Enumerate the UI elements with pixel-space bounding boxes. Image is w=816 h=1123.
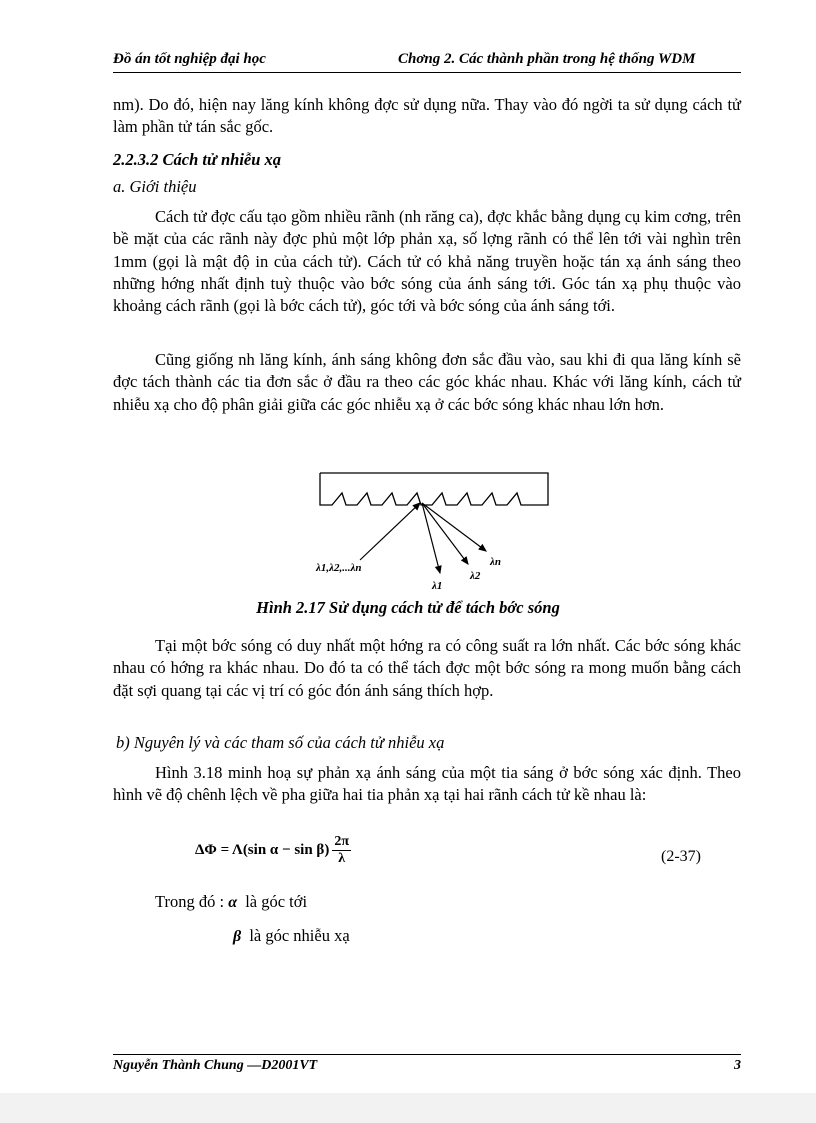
label-input-wavelengths: λ1,λ2,...λn <box>316 562 362 574</box>
beta-description: là góc nhiễu xạ <box>249 926 350 945</box>
subheading-principle: b) Nguyên lý và các tham số của cách tử nhiễu xạ <box>116 733 445 752</box>
where-label: Trong đó : <box>155 892 225 911</box>
formula-denominator: λ <box>338 851 346 866</box>
paragraph-grating-structure: Cách tử đợc cấu tạo gồm nhiều rãnh (nh răng ca), đợc khắc bằng dụng cụ kim cơng, trên bề mặt của các rãnh này đợc phủ một lớp phản xạ, số lợng rãnh có thể lên tới vài nghìn trên 1mm (gọi là mật độ in của cách tử). Cách tử có khả năng truyền hoặc tán xạ ánh sáng theo những hớng nhất định tuỳ thuộc vào bớc sóng của ánh sáng tới. Góc tán xạ phụ thuộc vào khoảng cách rãnh (gọi là bớc cách tử), góc tới và bớc sóng của ánh sáng tới. <box>113 207 741 316</box>
diffracted-ray-n <box>422 503 486 551</box>
header-document-title: Đồ án tốt nghiệp đại học <box>113 51 266 67</box>
alpha-description: là góc tới <box>245 892 308 911</box>
figure-grating-diagram <box>300 465 560 595</box>
footer-author: Nguyễn Thành Chung —D2001VT <box>113 1058 318 1073</box>
paragraph-wavelength-separation: Tại một bớc sóng có duy nhất một hớng ra có công suất ra lớn nhất. Các bớc sóng khác nhau có hớng ra khác nhau. Do đó ta có thể tách đợc một bớc sóng ra mong muốn bằng cách đặt sợi quang tại các vị trí có góc đón ánh sáng thích hợp. <box>113 636 741 700</box>
paragraph-phase-difference: Hình 3.18 minh hoạ sự phản xạ ánh sáng của một tia sáng ở bớc sóng xác định. Theo hình vẽ độ chênh lệch về pha giữa hai tia phản xạ tại hai rãnh cách tử kề nhau là: <box>113 763 741 805</box>
grating-teeth <box>320 473 535 505</box>
paragraph-intro: nm). Do đó, hiện nay lăng kính không đợc sử dụng nữa. Thay vào đó ngời ta sử dụng cách tử làm phần tử tán sắc gốc. <box>113 95 741 137</box>
alpha-symbol: α <box>228 894 238 911</box>
header-divider <box>113 72 741 73</box>
where-beta-line <box>233 926 350 946</box>
paragraph-grating-comparison: Cũng giống nh lăng kính, ánh sáng không đơn sắc đầu vào, sau khi đi qua lăng kính sẽ đợc tách thành các tia đơn sắc ở đầu ra theo các góc khác nhau. Khác với lăng kính, cách tử nhiễu xạ cho độ phân giải giữa các góc nhiễu xạ ở các bớc sóng khác nhau lớn hơn. <box>113 350 741 414</box>
footer-page-number: 3 <box>734 1058 741 1073</box>
label-lambda-n: λn <box>490 556 501 568</box>
incident-ray <box>360 503 420 560</box>
formula-lhs: ΔΦ = Λ(sin α − sin β) <box>195 842 330 858</box>
header-chapter-title: Chơng 2. Các thành phần trong hệ thống WDM <box>398 51 696 67</box>
beta-symbol: β <box>233 928 242 945</box>
formula-phase-difference <box>195 834 351 867</box>
label-lambda-1: λ1 <box>432 580 443 592</box>
label-lambda-2: λ2 <box>470 570 481 582</box>
page-bottom-band <box>0 1093 816 1123</box>
footer-divider <box>113 1054 741 1055</box>
where-alpha-line <box>155 892 307 912</box>
figure-caption: Hình 2.17 Sử dụng cách tử để tách bớc sóng <box>256 598 560 617</box>
equation-number: (2-37) <box>661 848 701 865</box>
section-heading: 2.2.3.2 Cách tử nhiễu xạ <box>113 150 282 169</box>
diffracted-ray-1 <box>422 503 440 573</box>
diffracted-ray-2 <box>422 503 468 564</box>
formula-fraction <box>332 834 351 867</box>
subheading-introduction: a. Giới thiệu <box>113 177 197 196</box>
grating-outline <box>320 473 548 505</box>
formula-numerator: 2π <box>334 834 349 849</box>
